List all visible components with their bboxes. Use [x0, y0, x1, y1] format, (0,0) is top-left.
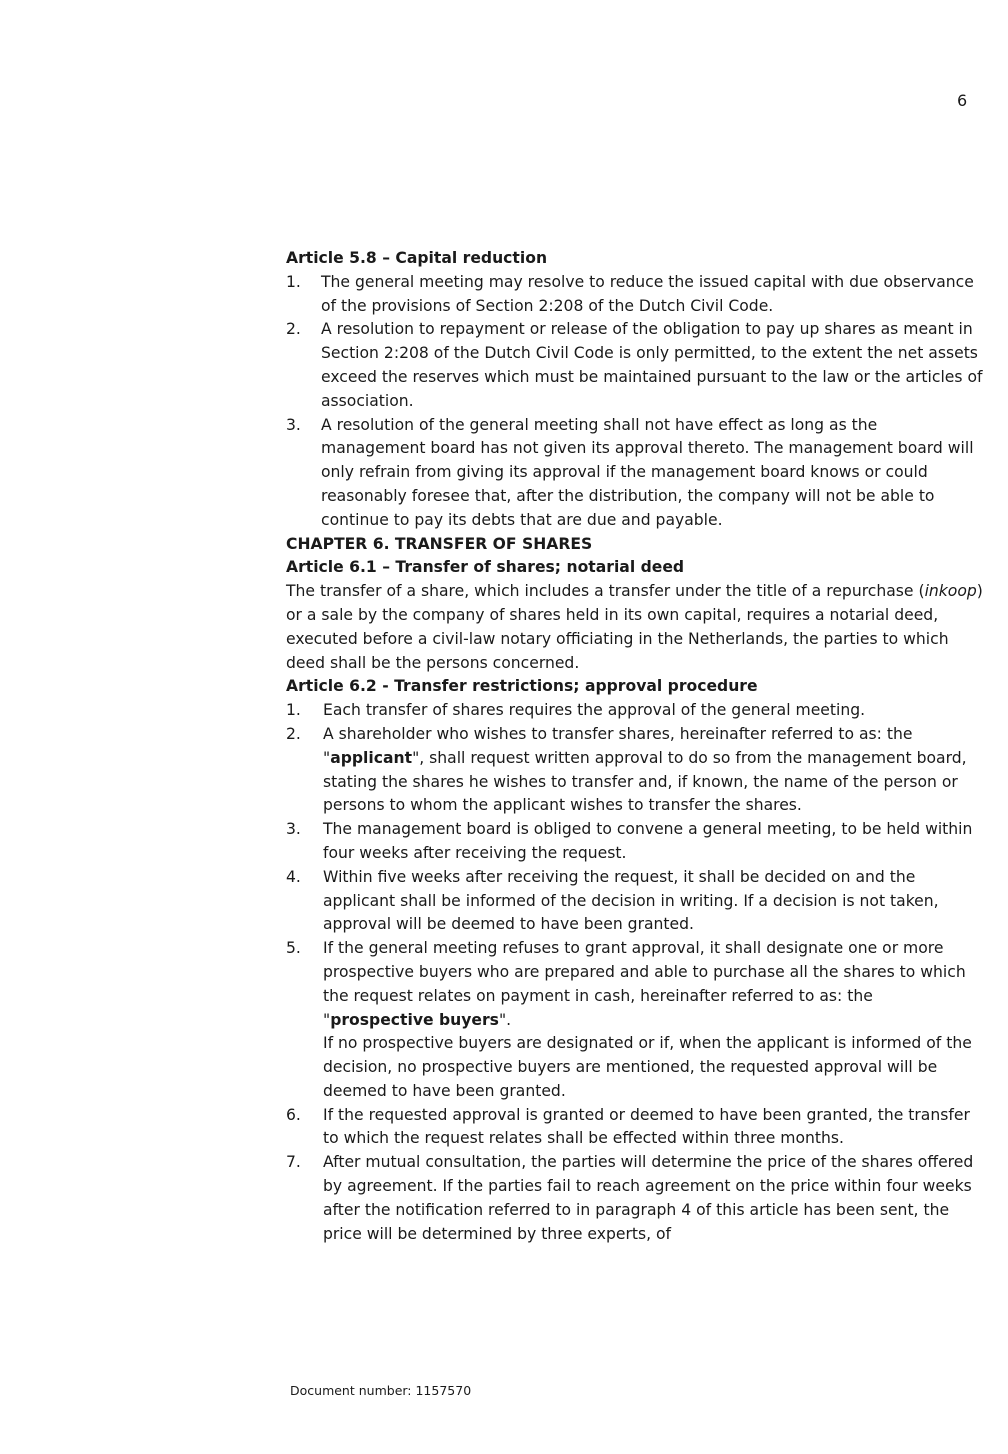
item-text-part: If no prospective buyers are designated or if, when the applicant is informed of the decision, no prospective buyers are mentioned, the requested approval will be deemed to have been granted.	[323, 1034, 972, 1100]
article-6-1-heading: Article 6.1 – Transfer of shares; notarial deed	[286, 558, 685, 577]
item-number: 2.	[286, 724, 301, 743]
list-item	[286, 414, 986, 533]
page-number: 6	[957, 91, 968, 110]
item-text	[323, 937, 986, 1104]
defined-term: applicant	[330, 748, 413, 767]
item-number: 3.	[286, 820, 301, 839]
item-number: 2.	[286, 320, 301, 339]
item-text: The management board is obliged to convene a general meeting, to be held within four weeks after receiving the request.	[323, 820, 973, 862]
paragraph-text: ) or a sale by the company of shares held in its own capital, requires a notarial deed, executed before a civil-law notary officiating in the Netherlands, the parties to which deed shall be the persons concerned.	[286, 582, 983, 672]
article-6-2-list	[286, 699, 986, 1246]
item-text: The general meeting may resolve to reduce the issued capital with due observance of the provisions of Section 2:208 of the Dutch Civil Code.	[321, 272, 974, 315]
item-text-part: ", shall request written approval to do so from the management board, stating the shares he wishes to transfer and, if known, the name of the person or persons to whom the applicant wishes to transfer the shares.	[323, 748, 967, 815]
item-text: Each transfer of shares requires the approval of the general meeting.	[323, 701, 866, 720]
list-item	[286, 818, 986, 866]
item-number: 7.	[286, 1153, 301, 1172]
item-text	[323, 723, 986, 818]
article-6-1-paragraph	[286, 580, 986, 675]
item-text-part: ".	[498, 1010, 512, 1029]
item-number: 1.	[286, 701, 301, 720]
paragraph-text: The transfer of a share, which includes a transfer under the title of a repurchase (	[286, 582, 925, 601]
list-item	[286, 723, 986, 818]
list-item	[286, 1151, 986, 1246]
list-item	[286, 318, 986, 413]
list-item	[286, 937, 986, 1104]
document-number-footer: Document number: 1157570	[290, 1383, 472, 1398]
document-body	[286, 247, 986, 1246]
item-text: A resolution of the general meeting shall not have effect as long as the management board has not given its approval thereto. The management board will only refrain from giving its approval if the management board knows or could reasonably foresee that, after the distribution, the company will not be able to continue to pay its debts that are due and payable.	[321, 415, 974, 529]
list-item	[286, 866, 986, 937]
list-item	[286, 1104, 986, 1152]
item-text: If the requested approval is granted or deemed to have been granted, the transfer to which the request relates shall be effected within three months.	[323, 1105, 970, 1148]
item-text-part: If the general meeting refuses to grant approval, it shall designate one or more prospective buyers who are prepared and able to purchase all the shares to which the request relates on payment in cash, hereinafter referred to as: the "	[323, 939, 966, 1029]
paragraph-italic-term: inkoop	[924, 582, 977, 601]
item-text: After mutual consultation, the parties will determine the price of the shares offered by agreement. If the parties fail to reach agreement on the price within four weeks after the notification referred to in paragraph 4 of this article has been sent, the price will be determined by three experts, of	[323, 1153, 974, 1243]
defined-term: prospective buyers	[330, 1010, 499, 1029]
article-5-8-list	[286, 271, 986, 533]
item-number: 4.	[286, 867, 301, 886]
item-number: 5.	[286, 939, 301, 958]
item-number: 6.	[286, 1105, 301, 1124]
chapter-6-heading: CHAPTER 6. TRANSFER OF SHARES	[286, 534, 593, 553]
item-text: A resolution to repayment or release of the obligation to pay up shares as meant in Section 2:208 of the Dutch Civil Code is only permitted, to the extent the net assets exceed the reserves which must be maintained pursuant to the law or the articles of association.	[321, 320, 983, 410]
list-item	[286, 271, 986, 319]
article-6-2-heading: Article 6.2 - Transfer restrictions; approval procedure	[286, 677, 758, 696]
item-text-part: A shareholder who wishes to transfer shares, hereinafter referred to as: the "	[323, 724, 913, 767]
item-number: 3.	[286, 415, 301, 434]
item-number: 1.	[286, 272, 301, 291]
article-5-8-heading: Article 5.8 – Capital reduction	[286, 249, 548, 267]
item-text: Within five weeks after receiving the request, it shall be decided on and the applicant shall be informed of the decision in writing. If a decision is not taken, approval will be deemed to have been granted.	[323, 867, 939, 934]
list-item	[286, 699, 986, 723]
